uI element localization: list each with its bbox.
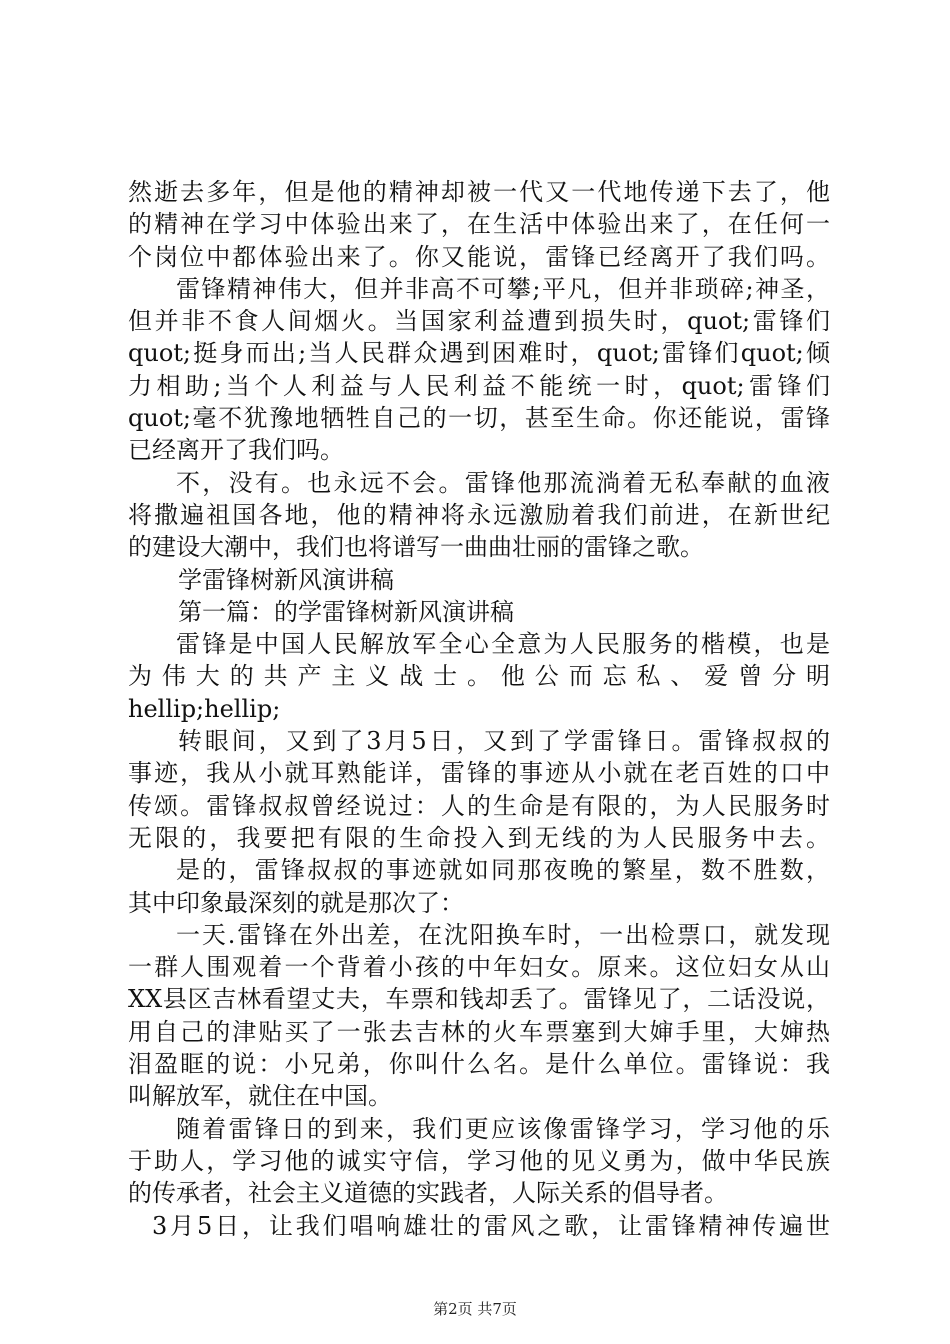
text-line: hellip;hellip; [128,694,281,723]
text-line: 的传承者，社会主义道德的实践者，人际关系的倡导者。 [128,1179,728,1208]
body-text [128,176,830,1242]
text-line: 的精神在学习中体验出来了，在生活中体验出来了，在任何一 [128,210,830,239]
text-line: XX县区吉林看望丈夫，车票和钱却丢了。雷锋见了，二话没说， [128,985,830,1014]
text-line: 然逝去多年，但是他的精神却被一代又一代地传递下去了，他 [128,178,830,206]
text-line: 于助人，学习他的诚实守信，学习他的见义勇为，做中华民族 [128,1146,830,1175]
text-line: 力相助;当个人利益与人民利益不能统一时，quot;雷锋们 [128,371,830,400]
text-line: 随着雷锋日的到来，我们更应该像雷锋学习，学习他的乐 [176,1114,830,1143]
text-line: 雷锋精神伟大，但并非高不可攀;平凡，但并非琐碎;神圣， [176,274,830,303]
text-line: 个岗位中都体验出来了。你又能说，雷锋已经离开了我们吗。 [128,242,830,271]
text-line: 无限的，我要把有限的生命投入到无线的为人民服务中去。 [128,823,830,852]
chapter-title: 第一篇：的学雷锋树新风演讲稿 [178,597,514,626]
text-line: 叫解放军，就住在中国。 [128,1082,392,1111]
text-line: 雷锋是中国人民解放军全心全意为人民服务的楷模，也是 [176,630,830,659]
text-line: 传颂。雷锋叔叔曾经说过：人的生命是有限的，为人民服务时 [128,791,830,820]
text-line: 3月5日，让我们唱响雄壮的雷风之歌，让雷锋精神传遍世 [152,1211,830,1240]
page-number-footer: 第2页 共7页 [433,1300,517,1318]
text-line: 其中印象最深刻的就是那次了： [128,888,464,917]
section-title: 学雷锋树新风演讲稿 [178,565,394,594]
text-line: quot;挺身而出;当人民群众遇到困难时，quot;雷锋们quot;倾 [128,339,830,368]
text-line: 一群人围观着一个背着小孩的中年妇女。原来。这位妇女从山 [128,953,830,982]
text-line: 的建设大潮中，我们也将谱写一曲曲壮丽的雷锋之歌。 [128,533,704,562]
text-line: 事迹，我从小就耳熟能详，雷锋的事迹从小就在老百姓的口中 [128,759,830,788]
text-line: 为伟大的共产主义战士。他公而忘私、爱曾分明 [128,662,830,691]
text-line: quot;毫不犹豫地牺牲自己的一切，甚至生命。你还能说，雷锋 [128,404,830,433]
text-line: 用自己的津贴买了一张去吉林的火车票塞到大婶手里，大婶热 [128,1017,830,1046]
text-line: 但并非不食人间烟火。当国家利益遭到损失时，quot;雷锋们 [128,307,830,336]
text-line: 是的，雷锋叔叔的事迹就如同那夜晚的繁星，数不胜数， [176,856,830,885]
text-line: 一天.雷锋在外出差，在沈阳换车时，一出检票口，就发现 [176,920,830,949]
text-line: 泪盈眶的说：小兄弟，你叫什么名。是什么单位。雷锋说：我 [128,1050,830,1079]
text-line: 将撒遍祖国各地，他的精神将永远激励着我们前进，在新世纪 [128,500,830,529]
text-line: 已经离开了我们吗。 [128,436,344,465]
text-line: 不，没有。也永远不会。雷锋他那流淌着无私奉献的血液 [176,468,830,497]
text-line: 转眼间，又到了3月5日，又到了学雷锋日。雷锋叔叔的 [178,727,830,756]
